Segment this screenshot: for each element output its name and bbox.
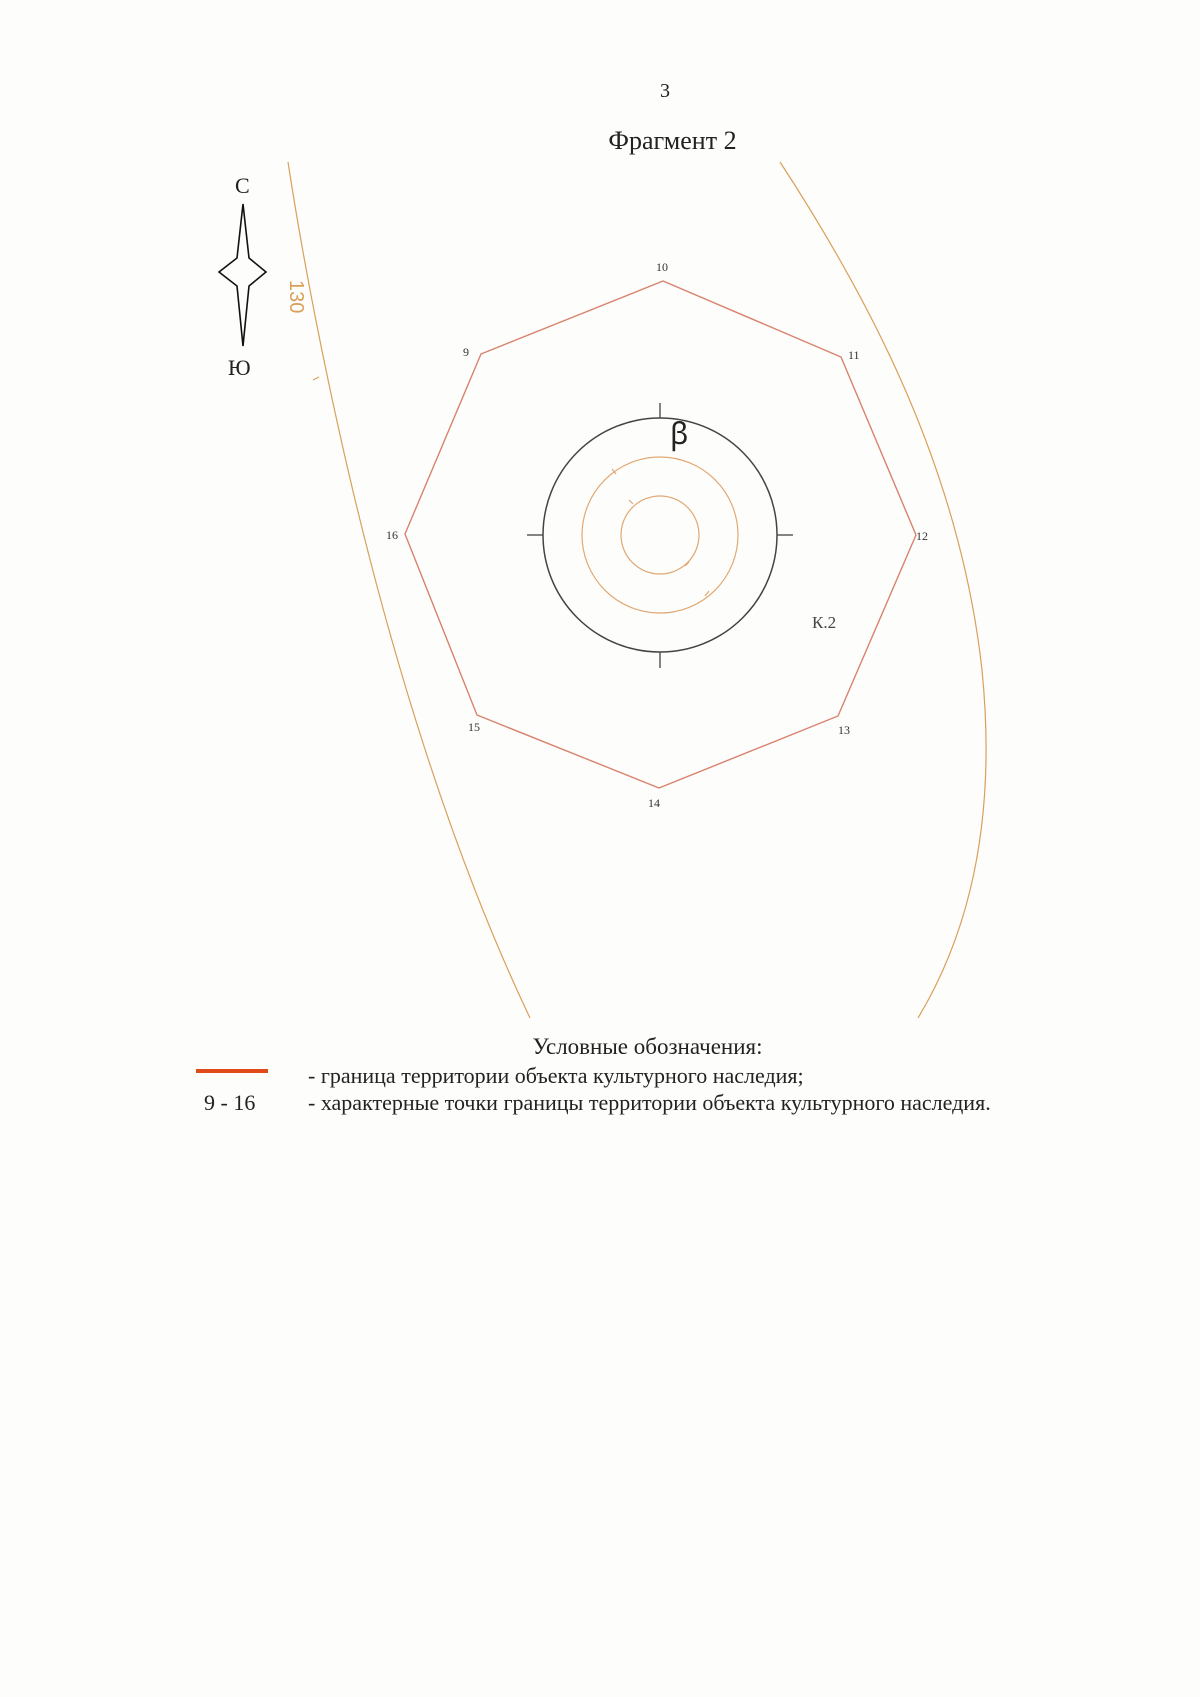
legend-points-desc: - характерные точки границы территории объекта культурного наследия. [308, 1090, 991, 1115]
contour-label: 130 [285, 280, 307, 314]
contour-line-right [780, 162, 986, 1018]
north-arrow-icon [219, 204, 266, 346]
point-label-10: 10 [656, 260, 668, 274]
point-label-16: 16 [386, 528, 398, 542]
legend-boundary-desc: - граница территории объекта культурного наследия; [308, 1063, 804, 1088]
page-title: Фрагмент 2 [608, 126, 737, 155]
legend-boundary-line [196, 1069, 268, 1073]
boundary-polygon [405, 281, 916, 788]
point-label-9: 9 [463, 345, 469, 359]
contour-line-left [288, 162, 530, 1018]
contour-lines [288, 162, 986, 1018]
point-label-11: 11 [848, 348, 860, 362]
point-label-12: 12 [916, 529, 928, 543]
legend-title: Условные обозначения: [532, 1034, 763, 1059]
legend-points-range: 9 - 16 [204, 1090, 256, 1115]
compass-south-label: Ю [228, 355, 251, 380]
page-number: 3 [660, 80, 670, 102]
site-label: К.2 [812, 613, 837, 632]
point-label-13: 13 [838, 723, 850, 737]
point-label-15: 15 [468, 720, 480, 734]
point-label-14: 14 [648, 796, 660, 810]
compass-north-label: С [235, 173, 250, 198]
object-symbol [527, 403, 793, 668]
object-mark-icon: ꞵ [670, 417, 689, 452]
